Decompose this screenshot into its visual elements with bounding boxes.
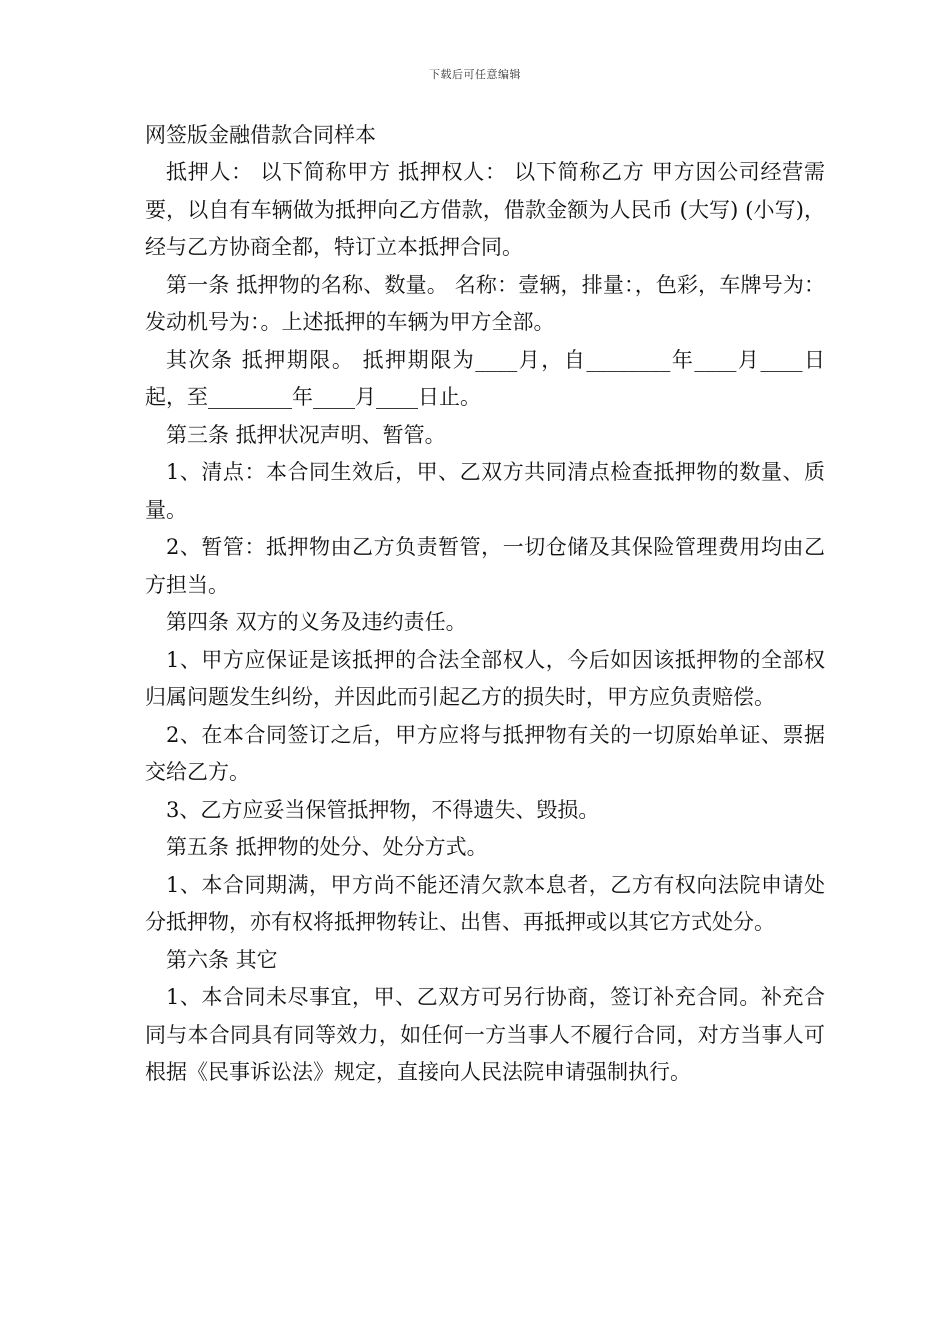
document-title: 网签版金融借款合同样本 [145,123,376,147]
paragraph-article-5-item-1: 1、本合同期满，甲方尚不能还清欠款本息者，乙方有权向法院申请处分抵押物，亦有权将抵押物转让、出售、再抵押或以其它方式处分。 [145,872,825,934]
paragraph-article-1: 第一条 抵押物的名称、数量。 名称：壹辆，排量：，色彩，车牌号为：发动机号为：。上述抵押的车辆为甲方全部。 [145,272,825,334]
paragraph-article-4-heading: 第四条 双方的义务及违约责任。 [166,610,467,634]
paragraph-article-4-item-2: 2、在本合同签订之后，甲方应将与抵押物有关的一切原始单证、票据交给乙方。 [145,722,825,784]
page-header-note: 下载后可任意编辑 [429,68,521,81]
paragraph-parties: 抵押人： 以下简称甲方 抵押权人： 以下简称乙方 甲方因公司经营需要，以自有车辆做为抵押向乙方借款，借款金额为人民币 (大写) (小写)，经与乙方协商全都，特订立本抵押合同。 [145,160,825,259]
paragraph-article-2: 其次条 抵押期限。 抵押期限为____月，自________年____月____日起，至________年____月____日止。 [145,347,825,409]
paragraph-article-5-heading: 第五条 抵押物的处分、处分方式。 [166,835,488,859]
paragraph-article-6-item-1: 1、本合同未尽事宜，甲、乙双方可另行协商，签订补充合同。补充合同与本合同具有同等效力，如任何一方当事人不履行合同，对方当事人可根据《民事诉讼法》规定，直接向人民法院申请强制执行。 [145,985,825,1084]
document-body [145,154,825,1092]
paragraph-article-3-item-2: 2、暂管：抵押物由乙方负责暂管，一切仓储及其保险管理费用均由乙方担当。 [145,535,825,597]
paragraph-article-4-item-3: 3、乙方应妥当保管抵押物，不得遗失、毁损。 [166,797,600,822]
paragraph-article-6-heading: 第六条 其它 [166,947,278,972]
paragraph-article-4-item-1: 1、甲方应保证是该抵押的合法全部权人，今后如因该抵押物的全部权归属问题发生纠纷，并因此而引起乙方的损失时，甲方应负责赔偿。 [145,647,825,709]
paragraph-article-3-item-1: 1、清点：本合同生效后，甲、乙双方共同清点检查抵押物的数量、质量。 [145,460,825,522]
paragraph-article-3-heading: 第三条 抵押状况声明、暂管。 [166,422,446,447]
